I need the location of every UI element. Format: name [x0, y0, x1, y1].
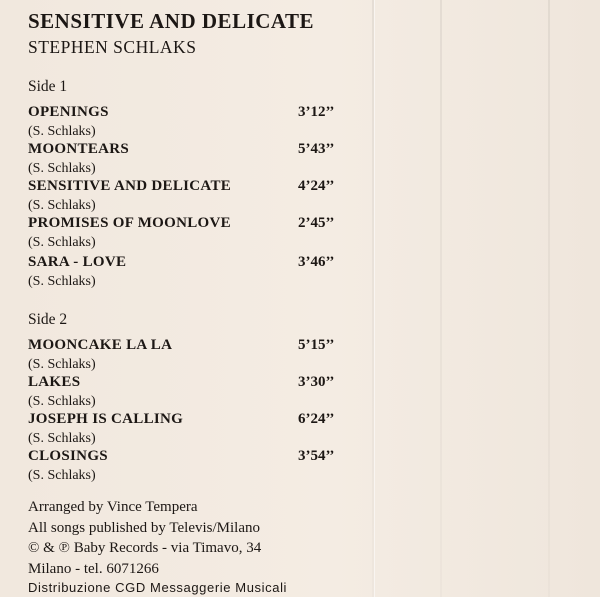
fold-line — [548, 0, 550, 597]
track-title: MOONTEARS — [28, 141, 130, 157]
track-item — [28, 411, 358, 449]
track-title: MOONCAKE LA LA — [28, 337, 173, 353]
track-item — [28, 374, 358, 412]
track-title: PROMISES OF MOONLOVE — [28, 215, 231, 231]
track-item — [28, 215, 358, 253]
track-duration: 3’30’’ — [298, 374, 335, 390]
track-item — [28, 448, 358, 486]
distribution-credit: Distribuzione CGD Messaggerie Musicali — [28, 580, 288, 595]
track-title: JOSEPH IS CALLING — [28, 411, 184, 427]
track-duration: 5’43’’ — [298, 141, 335, 157]
track-duration: 3’12’’ — [298, 104, 335, 120]
side-1-label: Side 1 — [28, 78, 68, 95]
track-credit: (S. Schlaks) — [28, 198, 96, 213]
arranger-credit: Arranged by Vince Tempera — [28, 499, 198, 515]
track-item — [28, 104, 358, 142]
publisher-credit: All songs published by Televis/Milano — [28, 519, 261, 536]
track-duration: 4’24’’ — [298, 178, 335, 194]
label-address: © & ℗ Baby Records - via Timavo, 34 — [28, 540, 262, 556]
track-title: CLOSINGS — [28, 448, 108, 464]
fold-line — [440, 0, 442, 597]
track-credit: (S. Schlaks) — [28, 161, 96, 176]
track-duration: 6’24’’ — [298, 411, 335, 427]
track-item — [28, 141, 358, 179]
track-item — [28, 337, 358, 375]
track-credit: (S. Schlaks) — [28, 274, 96, 289]
album-title: SENSITIVE AND DELICATE — [28, 9, 315, 33]
track-credit: (S. Schlaks) — [28, 235, 96, 250]
track-title: LAKES — [28, 374, 81, 390]
track-title: SENSITIVE AND DELICATE — [28, 178, 232, 194]
fold-line — [372, 0, 374, 597]
track-duration: 2’45’’ — [298, 215, 335, 231]
track-credit: (S. Schlaks) — [28, 357, 96, 372]
track-credit: (S. Schlaks) — [28, 394, 96, 409]
track-credit: (S. Schlaks) — [28, 124, 96, 139]
artist-name: STEPHEN SCHLAKS — [28, 37, 197, 57]
track-duration: 3’46’’ — [298, 254, 335, 270]
track-item — [28, 178, 358, 216]
track-duration: 3’54’’ — [298, 448, 335, 464]
track-title: SARA - LOVE — [28, 254, 127, 270]
track-credit: (S. Schlaks) — [28, 431, 96, 446]
track-duration: 5’15’’ — [298, 337, 335, 353]
track-item — [28, 254, 358, 292]
credits-block — [28, 497, 287, 597]
track-title: OPENINGS — [28, 104, 109, 120]
side-2-label: Side 2 — [28, 311, 68, 328]
track-credit: (S. Schlaks) — [28, 468, 96, 483]
label-phone: Milano - tel. 6071266 — [28, 560, 159, 577]
